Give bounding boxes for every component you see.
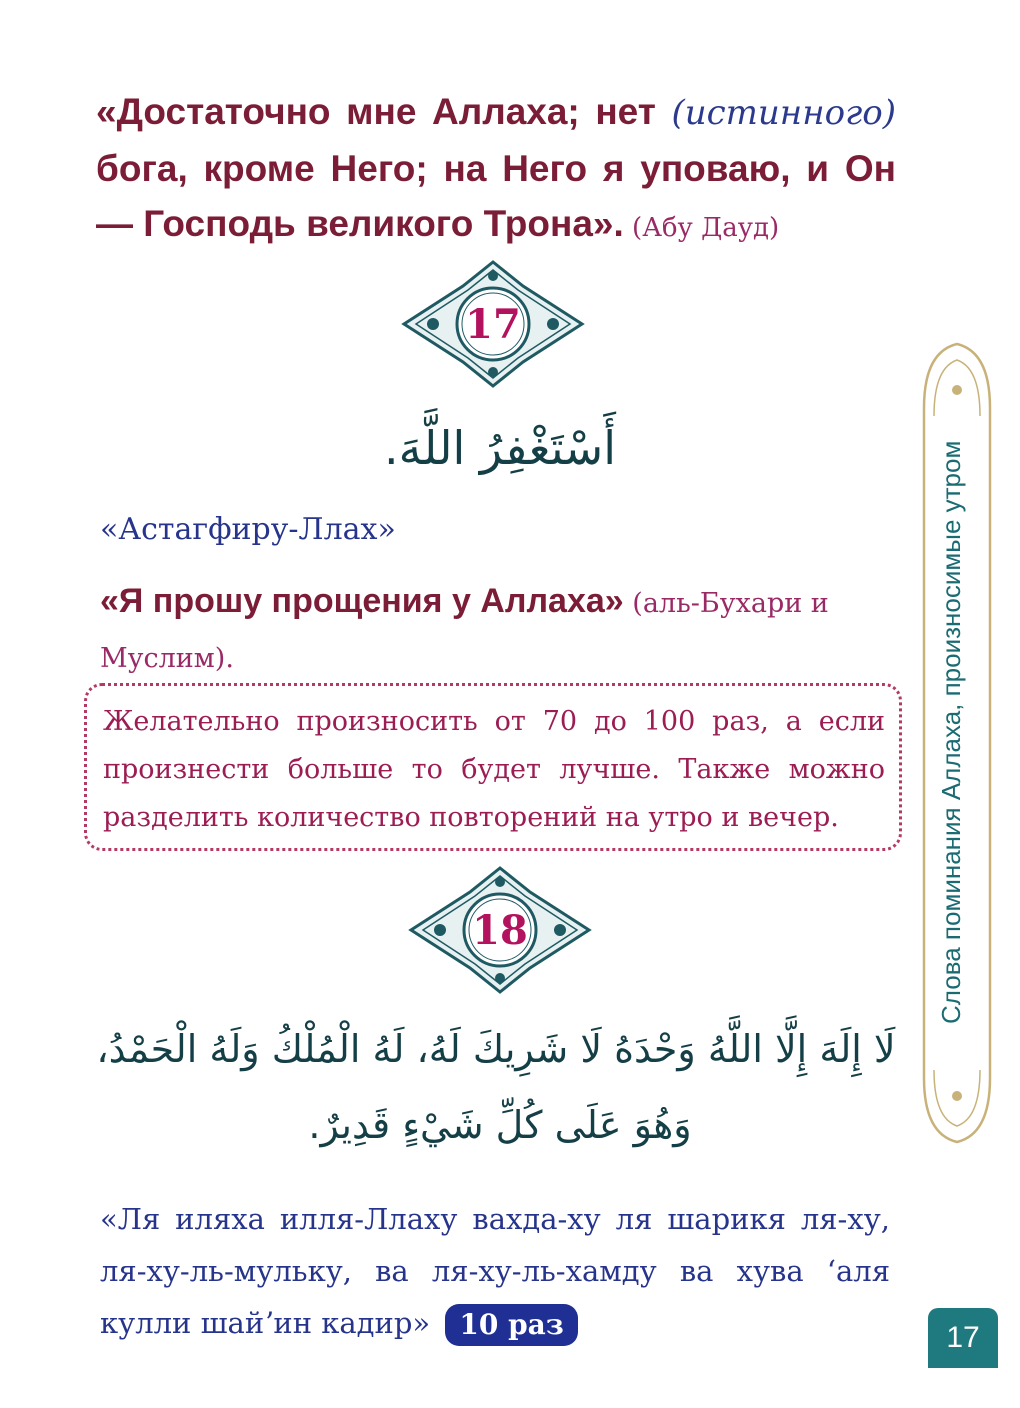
quote-paragraph (96, 84, 896, 256)
meaning-17 (100, 574, 890, 686)
section-number-medallion-17 (398, 256, 588, 392)
page-number: 17 (928, 1308, 998, 1368)
quote-italic: (истинного) (671, 93, 896, 133)
quote-source: (Абу Дауд) (623, 213, 780, 243)
section-number: 18 (472, 906, 528, 954)
note-box: Желательно произносить от 70 до 100 раз, а если произнести больше то будет лучше. Также можно разделить количество повторений на утро и вечер. (84, 683, 902, 851)
section-number-medallion-18 (405, 862, 595, 998)
arabic-text-18-line-1: لَا إِلَهَ إِلَّا اللَّهُ وَحْدَهُ لَا شَرِيكَ لَهُ، لَهُ الْمُلْكُ وَلَهُ الْحَمْدُ، (96, 1027, 896, 1071)
transliteration-text: «Ля иляха илля-Ллаху вахда-ху ля шарикя ля-ху, ля-ху-ль-мульку, ва ля-ху-ль-хамду ва хува ʻаля кулли шайʼин кадир» (100, 1202, 890, 1340)
quote-text-2: бога, кроме Него; на Него я уповаю, и Он — Господь великого Трона». (96, 148, 896, 244)
transliteration-17: «Астагфиру-Ллах» (100, 512, 396, 547)
meaning-source: (аль-Бухари и Муслим). (100, 588, 829, 674)
meaning-translation: «Я прошу прощения у Аллаха» (100, 582, 624, 620)
quote-text-1: «Достаточно мне Аллаха; нет (96, 91, 672, 132)
repeat-count-badge: 10 раз (445, 1304, 577, 1346)
arabic-text-17: أَسْتَغْفِرُ اللَّهَ. (384, 421, 616, 475)
side-tab-title: Слова поминания Аллаха, произносимые утром (936, 440, 966, 1024)
transliteration-18 (100, 1193, 890, 1349)
side-chapter-tab (916, 338, 998, 1148)
arabic-text-18-line-2: وَهُوَ عَلَى كُلِّ شَيْءٍ قَدِيرٌ. (308, 1103, 692, 1147)
section-number: 17 (465, 300, 521, 348)
